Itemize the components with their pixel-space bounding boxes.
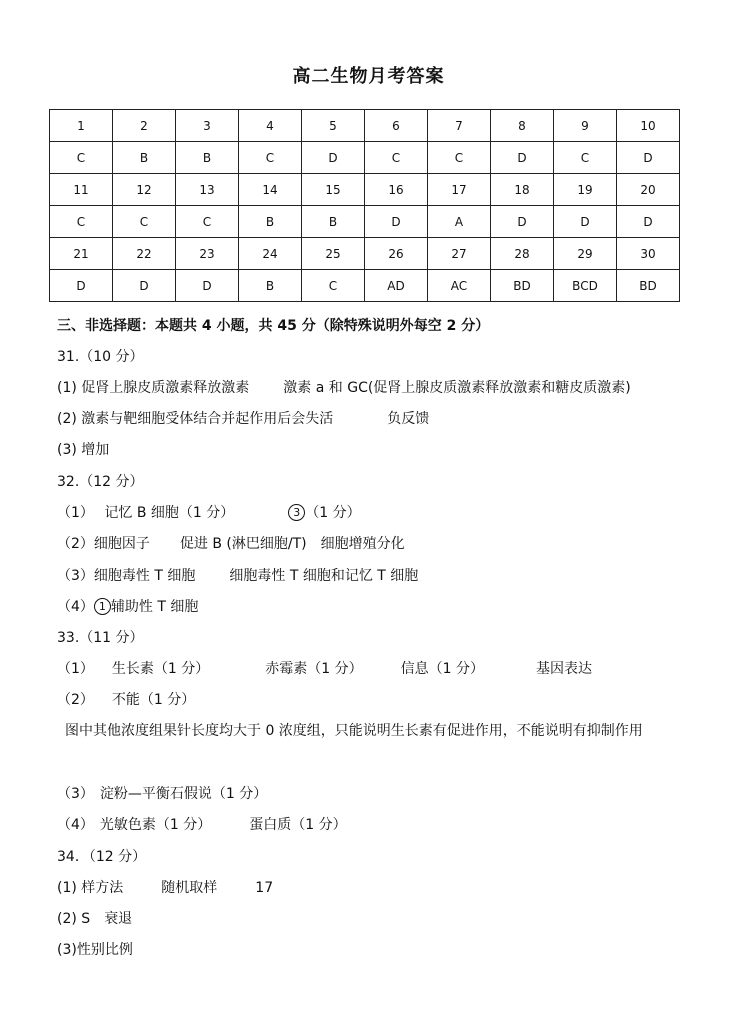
question-number-cell: 19 [554, 174, 617, 206]
q34-heading: 34．（12 分） [57, 849, 147, 865]
answer-cell: D [554, 206, 617, 238]
q32-answer-1 [57, 503, 361, 523]
q33-answer-2 [57, 690, 195, 710]
q32-answer-2 [57, 534, 405, 554]
question-number-cell: 4 [239, 110, 302, 142]
q34-2-answer-a: S [81, 911, 91, 927]
q31-1-answer-b: 激素 a 和 GC(促肾上腺皮质激素释放激素和糖皮质激素) [283, 380, 631, 396]
question-number-cell: 3 [176, 110, 239, 142]
question-number-row [50, 174, 680, 206]
answer-table [49, 109, 680, 302]
q33-answer-1 [57, 659, 592, 679]
question-number-cell: 10 [617, 110, 680, 142]
question-number-cell: 5 [302, 110, 365, 142]
q33-explanation [57, 716, 685, 747]
question-number-row [50, 238, 680, 270]
question-number-cell: 23 [176, 238, 239, 270]
question-number-cell: 21 [50, 238, 113, 270]
q32-1-number: （1） [57, 505, 94, 521]
q34-3-number: (3) [57, 942, 77, 958]
question-number-cell: 9 [554, 110, 617, 142]
answer-cell: C [428, 142, 491, 174]
q33-explanation-text: 图中其他浓度组果针长度均大于 0 浓度组，只能说明生长素有促进作用，不能说明有抑制作用 [65, 723, 643, 739]
question-number-cell: 12 [113, 174, 176, 206]
q31-answer-1 [57, 378, 631, 398]
q32-1-answer-b: （1 分） [305, 505, 361, 521]
answer-row [50, 206, 680, 238]
question-number-cell: 6 [365, 110, 428, 142]
q34-2-answer-b: 衰退 [104, 911, 133, 927]
q32-answer-3 [57, 566, 418, 586]
q31-1-answer-a: 促肾上腺皮质激素释放激素 [81, 380, 250, 396]
question-number-cell: 25 [302, 238, 365, 270]
answer-cell: C [554, 142, 617, 174]
q31-answer-2 [57, 409, 429, 429]
q31-2-answer-a: 激素与靶细胞受体结合并起作用后会失活 [81, 411, 334, 427]
q33-1-number: （1） [57, 661, 94, 677]
q33-answer-3 [57, 784, 267, 804]
q32-1-answer-a: 记忆 B 细胞（1 分） [104, 505, 235, 521]
q31-heading: 31.（10 分） [57, 349, 144, 365]
q31-3-answer-a: 增加 [81, 442, 110, 458]
q32-2-answer-c: 细胞增殖分化 [320, 536, 405, 552]
question-number-cell: 1 [50, 110, 113, 142]
answer-cell: BD [491, 270, 554, 302]
question-number-cell: 8 [491, 110, 554, 142]
q31-3-number: (3) [57, 442, 77, 458]
q32-4-answer-a: 辅助性 T 细胞 [110, 599, 199, 615]
answer-cell: B [113, 142, 176, 174]
q33-2-answer-a: 不能（1 分） [111, 692, 196, 708]
q32-2-answer-b: 促进 B (淋巴细胞/T) [179, 536, 307, 552]
answer-cell: D [50, 270, 113, 302]
answer-cell: D [617, 142, 680, 174]
answer-cell: D [113, 270, 176, 302]
q33-4-answer-b: 蛋白质（1 分） [249, 817, 347, 833]
question-number-cell: 20 [617, 174, 680, 206]
answer-cell: C [302, 270, 365, 302]
question-number-cell: 29 [554, 238, 617, 270]
q33-3-answer-a: 淀粉—平衡石假说（1 分） [99, 786, 268, 802]
question-number-cell: 27 [428, 238, 491, 270]
answer-cell: AC [428, 270, 491, 302]
q33-2-number: （2） [57, 692, 94, 708]
answer-cell: D [491, 206, 554, 238]
q33-1-answer-a: 生长素（1 分） [111, 661, 210, 677]
q32-3-number: （3） [57, 568, 94, 584]
q31-2-answer-b: 负反馈 [387, 411, 430, 427]
q31-2-number: (2) [57, 411, 77, 427]
answer-cell: B [302, 206, 365, 238]
q34-1-number: (1) [57, 880, 77, 896]
answer-cell: AD [365, 270, 428, 302]
answer-cell: B [176, 142, 239, 174]
question-number-cell: 16 [365, 174, 428, 206]
answer-cell: BD [617, 270, 680, 302]
question-number-cell: 22 [113, 238, 176, 270]
q32-1-circled-number: 3 [288, 504, 305, 521]
q33-1-answer-d: 基因表达 [536, 661, 592, 677]
q32-heading: 32.（12 分） [57, 474, 144, 490]
question-number-cell: 14 [239, 174, 302, 206]
q34-answer-3 [57, 940, 133, 960]
question-number-cell: 7 [428, 110, 491, 142]
q33-heading: 33.（11 分） [57, 630, 144, 646]
answer-cell: C [113, 206, 176, 238]
answer-cell: C [365, 142, 428, 174]
q34-1-answer-b: 随机取样 [161, 880, 218, 896]
question-number-cell: 17 [428, 174, 491, 206]
question-number-cell: 30 [617, 238, 680, 270]
question-number-cell: 24 [239, 238, 302, 270]
q31-answer-3 [57, 440, 109, 460]
answer-row [50, 142, 680, 174]
q34-answer-2 [57, 909, 132, 929]
answer-row [50, 270, 680, 302]
question-number-cell: 18 [491, 174, 554, 206]
answer-cell: C [50, 142, 113, 174]
answer-cell: B [239, 206, 302, 238]
question-number-cell: 28 [491, 238, 554, 270]
q33-4-number: （4） [57, 817, 94, 833]
answer-cell: D [176, 270, 239, 302]
answer-cell: A [428, 206, 491, 238]
answer-cell: D [617, 206, 680, 238]
answer-cell: D [491, 142, 554, 174]
answer-cell: C [176, 206, 239, 238]
q32-2-number: （2） [57, 536, 94, 552]
q33-answer-4 [57, 815, 347, 835]
q33-1-answer-c: 信息（1 分） [400, 661, 484, 677]
question-number-cell: 15 [302, 174, 365, 206]
answer-cell: C [50, 206, 113, 238]
q34-1-answer-a: 样方法 [81, 880, 124, 896]
q32-answer-4 [57, 597, 198, 617]
q34-1-answer-c: 17 [255, 880, 274, 896]
page-title: 高二生物月考答案 [292, 66, 445, 87]
question-number-cell: 2 [113, 110, 176, 142]
q34-3-answer-a: 性别比例 [76, 942, 133, 958]
q33-3-number: （3） [57, 786, 94, 802]
q31-1-number: (1) [57, 380, 77, 396]
answer-cell: D [302, 142, 365, 174]
q34-2-number: (2) [57, 911, 77, 927]
q32-3-answer-b: 细胞毒性 T 细胞和记忆 T 细胞 [229, 568, 419, 584]
q32-4-circled-number: 1 [94, 598, 111, 615]
q33-4-answer-a: 光敏色素（1 分） [99, 817, 212, 833]
section-heading: 三、非选择题：本题共 4 小题，共 45 分（除特殊说明外每空 2 分） [57, 318, 490, 334]
q32-4-number: （4） [57, 599, 94, 615]
q34-answer-1 [57, 878, 273, 898]
q32-2-answer-a: 细胞因子 [93, 536, 150, 552]
question-number-cell: 26 [365, 238, 428, 270]
question-number-cell: 11 [50, 174, 113, 206]
answer-cell: C [239, 142, 302, 174]
q32-3-answer-a: 细胞毒性 T 细胞 [93, 568, 196, 584]
answer-cell: BCD [554, 270, 617, 302]
question-number-row [50, 110, 680, 142]
question-number-cell: 13 [176, 174, 239, 206]
q33-1-answer-b: 赤霉素（1 分） [265, 661, 363, 677]
answer-cell: D [365, 206, 428, 238]
answer-cell: B [239, 270, 302, 302]
